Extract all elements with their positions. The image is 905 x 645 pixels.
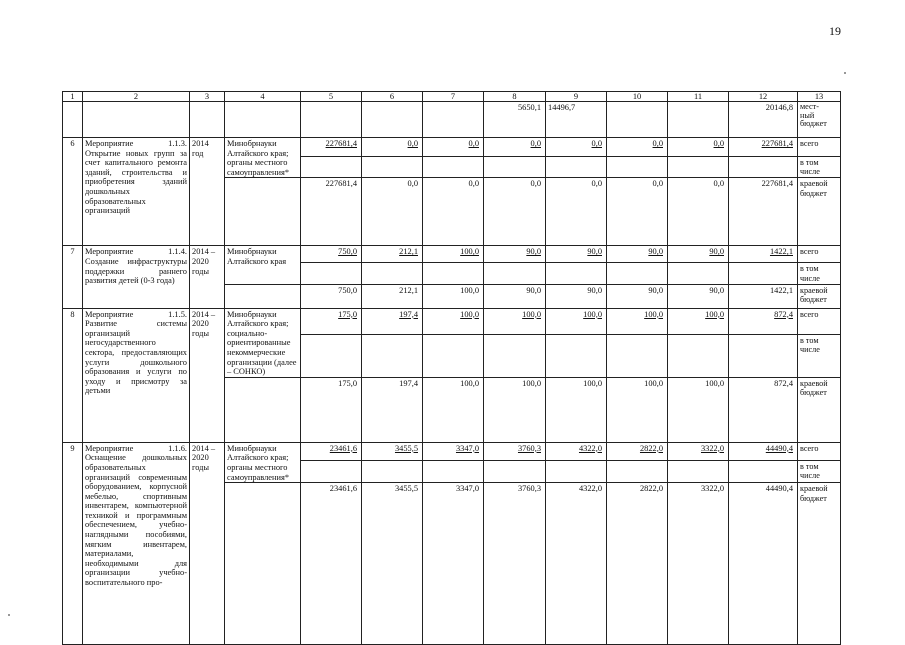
cell-value	[301, 442, 362, 460]
cell-empty	[301, 156, 362, 178]
cell-empty	[362, 263, 423, 284]
cell-value: 4322,0	[546, 483, 607, 645]
cell-value: 2822,0	[607, 483, 668, 645]
column-number: 9	[546, 92, 607, 102]
cell-value	[484, 442, 546, 460]
cell-value: 197,4	[362, 377, 423, 442]
cell-value-text: 100,0	[644, 309, 663, 319]
cell-number: 6	[63, 138, 83, 246]
cell-value	[362, 246, 423, 263]
cell-value	[607, 246, 668, 263]
cell-value-text: 3347,0	[455, 443, 479, 453]
cell-value: 212,1	[362, 284, 423, 308]
table-row	[63, 246, 841, 263]
cell-value-text: 100,0	[460, 309, 479, 319]
cell-empty	[301, 334, 362, 377]
cell-executor: Минобрнауки Алтайского края	[225, 246, 301, 284]
cell-empty	[668, 156, 729, 178]
cell-value: 227681,4	[301, 178, 362, 246]
cell-value	[729, 442, 798, 460]
cell-source: краевой бюджет	[798, 178, 841, 246]
cell-empty	[225, 377, 301, 442]
cell-value	[423, 308, 484, 334]
table-row	[63, 442, 841, 460]
cell-empty	[362, 460, 423, 482]
cell-value-text: 227681,4	[325, 139, 357, 148]
cell-empty	[423, 263, 484, 284]
cell-source: в том числе	[798, 460, 841, 482]
cell-value-text: 100,0	[522, 309, 541, 319]
cell-value: 14496,7	[546, 102, 607, 138]
cell-value: 90,0	[484, 284, 546, 308]
cell-value-text: 0,0	[713, 139, 724, 148]
cell-value	[607, 308, 668, 334]
cell-value-text: 3322,0	[700, 443, 724, 453]
cell-value-text: 44490,4	[765, 443, 793, 453]
cell-empty	[546, 156, 607, 178]
cell-value-text: 90,0	[648, 247, 663, 257]
cell-value: 0,0	[484, 178, 546, 246]
cell-empty	[729, 156, 798, 178]
column-number: 13	[798, 92, 841, 102]
cell-empty	[484, 460, 546, 482]
table-row	[63, 138, 841, 157]
cell-value-text: 90,0	[709, 247, 724, 257]
cell-value: 227681,4	[729, 178, 798, 246]
cell-executor: Минобрнауки Алтайского края; органы местного самоуправления*	[225, 138, 301, 178]
table-row	[63, 102, 841, 138]
column-number: 2	[83, 92, 190, 102]
cell-value	[668, 246, 729, 263]
cell-executor: Минобрнауки Алтайского края; социально-ориентированные некоммерческие организации (далее – СОНКО)	[225, 308, 301, 377]
cell-value-text: 4322,0	[578, 443, 602, 453]
cell-value	[607, 138, 668, 157]
cell-value-text: 3760,3	[517, 443, 541, 453]
cell-empty	[225, 284, 301, 308]
column-number: 8	[484, 92, 546, 102]
cell-activity: Мероприятие 1.1.3. Открытие новых групп за счет капитального ремонта зданий, строительства и приобретения зданий дошкольных образовательных организаций	[83, 138, 190, 246]
cell-value: 100,0	[607, 377, 668, 442]
cell-source: в том числе	[798, 334, 841, 377]
cell-value	[668, 138, 729, 157]
cell-value-text: 100,0	[705, 309, 724, 319]
cell-empty	[607, 460, 668, 482]
cell-source: всего	[798, 308, 841, 334]
cell-empty	[362, 334, 423, 377]
cell-value-text: 2822,0	[639, 443, 663, 453]
cell-empty	[362, 156, 423, 178]
cell-value: 23461,6	[301, 483, 362, 645]
column-number: 5	[301, 92, 362, 102]
cell-source: краевой бюджет	[798, 377, 841, 442]
cell-value-text: 0,0	[591, 139, 602, 148]
cell-empty	[423, 460, 484, 482]
column-number: 12	[729, 92, 798, 102]
cell-source: краевой бюджет	[798, 483, 841, 645]
cell-value: 750,0	[301, 284, 362, 308]
column-number: 10	[607, 92, 668, 102]
cell-value: 3760,3	[484, 483, 546, 645]
cell-value	[301, 308, 362, 334]
cell-value-text: 0,0	[530, 139, 541, 148]
cell-value: 100,0	[546, 377, 607, 442]
cell-empty	[607, 263, 668, 284]
cell-value	[423, 246, 484, 263]
cell-value	[301, 246, 362, 263]
cell-value: 3455,5	[362, 483, 423, 645]
cell-empty	[729, 263, 798, 284]
cell-number: 8	[63, 308, 83, 442]
cell-value-text: 0,0	[468, 139, 479, 148]
cell-source: всего	[798, 138, 841, 157]
cell-empty	[668, 263, 729, 284]
cell-value: 90,0	[668, 284, 729, 308]
cell-value	[546, 442, 607, 460]
cell-value	[607, 442, 668, 460]
scan-speck	[8, 614, 10, 616]
cell-value-text: 1422,1	[769, 247, 793, 257]
cell-value: 175,0	[301, 377, 362, 442]
cell-value: 90,0	[546, 284, 607, 308]
cell-empty	[423, 334, 484, 377]
cell-period: 2014 – 2020 годы	[190, 308, 225, 442]
cell-value: 100,0	[484, 377, 546, 442]
column-number: 3	[190, 92, 225, 102]
cell-value	[423, 442, 484, 460]
cell-value	[729, 308, 798, 334]
cell-empty	[484, 334, 546, 377]
cell-value	[546, 138, 607, 157]
cell-empty	[729, 460, 798, 482]
cell-number: 9	[63, 442, 83, 644]
cell-value: 44490,4	[729, 483, 798, 645]
cell-empty	[484, 263, 546, 284]
cell-source: в том числе	[798, 263, 841, 284]
column-number: 11	[668, 92, 729, 102]
cell-period: 2014 – 2020 годы	[190, 442, 225, 644]
cell-number: 7	[63, 246, 83, 308]
cell-value: 3347,0	[423, 483, 484, 645]
cell-value-text: 197,4	[399, 309, 418, 319]
cell-empty	[546, 460, 607, 482]
cell-value: 0,0	[668, 178, 729, 246]
cell-period: 2014 – 2020 годы	[190, 246, 225, 308]
cell-value	[301, 138, 362, 157]
cell-source: краевой бюджет	[798, 284, 841, 308]
cell-empty	[607, 156, 668, 178]
cell-value: 0,0	[546, 178, 607, 246]
cell-empty	[301, 263, 362, 284]
cell-value-text: 212,1	[399, 247, 418, 257]
cell-value-text: 0,0	[407, 139, 418, 148]
column-number-row	[63, 92, 841, 102]
cell-value	[362, 138, 423, 157]
cell-empty	[301, 460, 362, 482]
cell-value: 5650,1	[484, 102, 546, 138]
cell-activity: Мероприятие 1.1.4. Создание инфраструктуры поддержки раннего развития детей (0-3 года)	[83, 246, 190, 308]
cell-value-text: 100,0	[583, 309, 602, 319]
cell-value: 20146,8	[729, 102, 798, 138]
cell-period: 2014 год	[190, 138, 225, 246]
table-row	[63, 308, 841, 334]
cell-value: 1422,1	[729, 284, 798, 308]
cell-value	[668, 308, 729, 334]
scan-speck	[844, 72, 846, 74]
cell-value	[668, 442, 729, 460]
cell-value-text: 23461,6	[329, 443, 357, 453]
cell-source: в том числе	[798, 156, 841, 178]
cell-value: 3322,0	[668, 483, 729, 645]
column-number: 6	[362, 92, 423, 102]
cell-value	[423, 138, 484, 157]
cell-source: всего	[798, 442, 841, 460]
cell-empty	[668, 334, 729, 377]
cell-value-text: 90,0	[587, 247, 602, 257]
cell-value: 0,0	[362, 178, 423, 246]
cell-value	[362, 308, 423, 334]
cell-activity: Мероприятие 1.1.5. Развитие системы организаций негосударственного сектора, предоставляющих услуги дошкольного образования и услуги по уходу и присмотру за детьми	[83, 308, 190, 442]
cell-value-text: 872,4	[774, 309, 793, 319]
cell-value-text: 0,0	[652, 139, 663, 148]
cell-source: мест- ный бюджет	[798, 102, 841, 138]
column-number: 7	[423, 92, 484, 102]
column-number: 4	[225, 92, 301, 102]
cell-value	[729, 246, 798, 263]
cell-executor: Минобрнауки Алтайского края; органы местного самоуправления*	[225, 442, 301, 482]
cell-value: 100,0	[423, 377, 484, 442]
cell-value-text: 750,0	[338, 247, 357, 257]
cell-value: 100,0	[423, 284, 484, 308]
cell-value-text: 227681,4	[761, 139, 793, 148]
cell-value-text: 100,0	[460, 247, 479, 257]
cell-value-text: 90,0	[526, 247, 541, 257]
cell-value	[484, 246, 546, 263]
cell-empty	[729, 334, 798, 377]
cell-value-text: 175,0	[338, 309, 357, 319]
budget-table	[62, 91, 841, 645]
cell-empty	[546, 263, 607, 284]
cell-empty	[668, 460, 729, 482]
page-number: 19	[829, 24, 841, 38]
cell-value	[546, 246, 607, 263]
cell-value	[362, 442, 423, 460]
cell-empty	[607, 334, 668, 377]
cell-value: 100,0	[668, 377, 729, 442]
cell-value	[546, 308, 607, 334]
cell-value: 90,0	[607, 284, 668, 308]
cell-empty	[546, 334, 607, 377]
cell-value-text: 3455,5	[394, 443, 418, 453]
cell-value: 872,4	[729, 377, 798, 442]
cell-empty	[484, 156, 546, 178]
cell-value	[484, 308, 546, 334]
cell-value: 0,0	[607, 178, 668, 246]
cell-empty	[225, 483, 301, 645]
cell-value: 0,0	[423, 178, 484, 246]
cell-value	[729, 138, 798, 157]
cell-activity: Мероприятие 1.1.6. Оснащение дошкольных образовательных организаций современным оборудованием, корпусной мебелью, спортивным инвентарем, компьютерной техникой и программным обеспечением, учебно-наглядными пособиями, мягким инвентарем, материалами, необходимыми для организации учебно-воспитательного про-	[83, 442, 190, 644]
cell-value	[484, 138, 546, 157]
cell-empty	[225, 178, 301, 246]
cell-empty	[423, 156, 484, 178]
column-number: 1	[63, 92, 83, 102]
cell-source: всего	[798, 246, 841, 263]
